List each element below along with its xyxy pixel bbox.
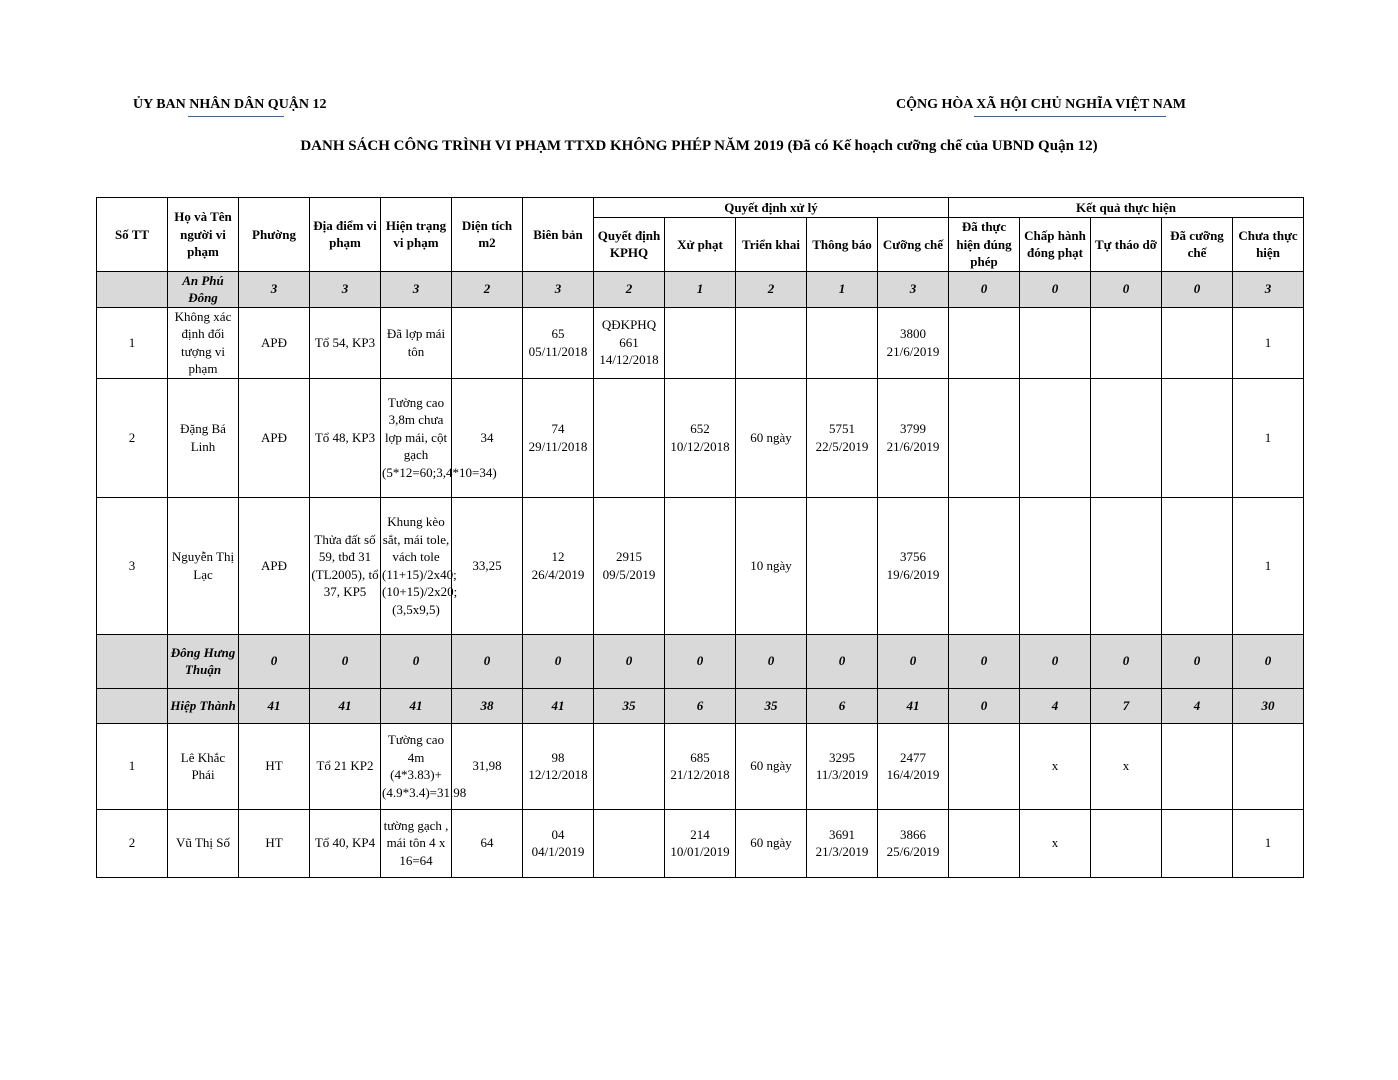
table-cell: [949, 723, 1020, 809]
table-cell: 38: [452, 688, 523, 723]
issuer-header: ỦY BAN NHÂN DÂN QUẬN 12: [133, 97, 327, 112]
col-trien-khai: Triển khai: [736, 218, 807, 272]
table-cell: 5751 22/5/2019: [807, 378, 878, 497]
table-cell: 1: [1233, 307, 1304, 378]
ward-summary-row: [97, 634, 1304, 688]
table-cell: Hiệp Thành: [168, 688, 239, 723]
table-cell: Đặng Bá Linh: [168, 378, 239, 497]
table-cell: 98 12/12/2018: [523, 723, 594, 809]
table-cell: 3: [878, 271, 949, 307]
table-cell: 34: [452, 378, 523, 497]
table-cell: 1: [1233, 497, 1304, 634]
col-dia-diem: Địa điểm vi phạm: [310, 198, 381, 272]
table-row: [97, 809, 1304, 877]
table-cell: Lê Khắc Phái: [168, 723, 239, 809]
col-qd-kphq: Quyết định KPHQ: [594, 218, 665, 272]
col-dien-tich: Diện tích m2: [452, 198, 523, 272]
table-cell: 0: [381, 634, 452, 688]
table-cell: 0: [452, 634, 523, 688]
table-cell: Tổ 21 KP2: [310, 723, 381, 809]
table-cell: 64: [452, 809, 523, 877]
table-cell: [949, 378, 1020, 497]
table-cell: 1: [807, 271, 878, 307]
table-cell: [736, 307, 807, 378]
table-cell: 33,25: [452, 497, 523, 634]
table-cell: Khung kèo sắt, mái tole, vách tole (11+15)/2x40;(10+15)/2x20;(3,5x9,5): [381, 497, 452, 634]
col-da-thuc-hien: Đã thực hiện đúng phép: [949, 218, 1020, 272]
table-cell: 0: [239, 634, 310, 688]
table-row: [97, 497, 1304, 634]
table-cell: [594, 378, 665, 497]
table-cell: 3691 21/3/2019: [807, 809, 878, 877]
table-cell: 3: [310, 271, 381, 307]
table-cell: 3800 21/6/2019: [878, 307, 949, 378]
table-cell: 7: [1091, 688, 1162, 723]
table-cell: 41: [878, 688, 949, 723]
table-cell: x: [1020, 809, 1091, 877]
table-cell: 12 26/4/2019: [523, 497, 594, 634]
table-cell: 1: [665, 271, 736, 307]
table-cell: Tường cao 4m (4*3.83)+(4.9*3.4)=31.98: [381, 723, 452, 809]
table-cell: [1162, 497, 1233, 634]
table-cell: [949, 497, 1020, 634]
col-chua-thuc-hien: Chưa thực hiện: [1233, 218, 1304, 272]
table-cell: 0: [1020, 271, 1091, 307]
table-cell: [594, 809, 665, 877]
table-cell: 1: [97, 723, 168, 809]
table-cell: HT: [239, 809, 310, 877]
table-row: [97, 307, 1304, 378]
table-cell: 0: [1091, 634, 1162, 688]
col-chap-hanh: Chấp hành đóng phạt: [1020, 218, 1091, 272]
col-ho-ten: Họ và Tên người vi phạm: [168, 198, 239, 272]
table-cell: 04 04/1/2019: [523, 809, 594, 877]
table-cell: 60 ngày: [736, 809, 807, 877]
table-cell: 3: [523, 271, 594, 307]
table-header: [97, 198, 1304, 272]
table-cell: 30: [1233, 688, 1304, 723]
table-cell: 2: [97, 809, 168, 877]
violations-table: [96, 197, 1304, 878]
table-cell: [807, 307, 878, 378]
table-cell: [1091, 378, 1162, 497]
table-cell: [97, 688, 168, 723]
table-cell: 0: [1233, 634, 1304, 688]
table-cell: 74 29/11/2018: [523, 378, 594, 497]
col-hien-trang: Hiện trạng vi phạm: [381, 198, 452, 272]
table-cell: 0: [1162, 271, 1233, 307]
table-cell: 6: [807, 688, 878, 723]
table-cell: 2: [452, 271, 523, 307]
table-cell: [665, 307, 736, 378]
table-cell: 0: [1020, 634, 1091, 688]
col-da-cuong-che: Đã cưỡng chế: [1162, 218, 1233, 272]
col-bien-ban: Biên bản: [523, 198, 594, 272]
table-cell: 3866 25/6/2019: [878, 809, 949, 877]
table-cell: 3756 19/6/2019: [878, 497, 949, 634]
table-cell: 2: [97, 378, 168, 497]
table-cell: An Phú Đông: [168, 271, 239, 307]
document-title: DANH SÁCH CÔNG TRÌNH VI PHẠM TTXD KHÔNG PHÉP NĂM 2019 (Đã có Kế hoạch cưỡng chế của UBND Quận 12): [300, 138, 1098, 154]
table-cell: [594, 723, 665, 809]
table-cell: [1020, 497, 1091, 634]
table-cell: 3: [1233, 271, 1304, 307]
table-cell: 60 ngày: [736, 378, 807, 497]
table-cell: [1091, 809, 1162, 877]
table-cell: 1: [1233, 809, 1304, 877]
table-cell: 4: [1020, 688, 1091, 723]
table-cell: 685 21/12/2018: [665, 723, 736, 809]
table-cell: Tổ 48, KP3: [310, 378, 381, 497]
table-cell: [1162, 307, 1233, 378]
table-cell: Đã lợp mái tôn: [381, 307, 452, 378]
table-cell: Vũ Thị Số: [168, 809, 239, 877]
table-cell: 0: [594, 634, 665, 688]
table-cell: [807, 497, 878, 634]
table-cell: Tổ 40, KP4: [310, 809, 381, 877]
table-cell: 0: [665, 634, 736, 688]
table-cell: Nguyễn Thị Lạc: [168, 497, 239, 634]
table-cell: x: [1020, 723, 1091, 809]
table-cell: 65 05/11/2018: [523, 307, 594, 378]
table-cell: Thửa đất số 59, tbđ 31 (TL2005), tổ 37, KP5: [310, 497, 381, 634]
col-tu-thao: Tự tháo dỡ: [1091, 218, 1162, 272]
group-quyet-dinh: Quyết định xử lý: [594, 198, 949, 218]
table-cell: x: [1091, 723, 1162, 809]
table-cell: 2: [594, 271, 665, 307]
ward-summary-row: [97, 688, 1304, 723]
table-cell: 0: [1091, 271, 1162, 307]
table-cell: 4: [1162, 688, 1233, 723]
table-cell: [1091, 307, 1162, 378]
issuer-underline: [188, 116, 284, 117]
table-cell: 60 ngày: [736, 723, 807, 809]
table-cell: 2: [736, 271, 807, 307]
table-cell: 0: [949, 271, 1020, 307]
table-cell: 0: [949, 688, 1020, 723]
table-cell: APĐ: [239, 378, 310, 497]
table-cell: tường gạch , mái tôn 4 x 16=64: [381, 809, 452, 877]
table-cell: Tổ 54, KP3: [310, 307, 381, 378]
table-cell: [1020, 378, 1091, 497]
table-cell: 41: [310, 688, 381, 723]
table-cell: 10 ngày: [736, 497, 807, 634]
table-cell: 41: [381, 688, 452, 723]
table-cell: 41: [239, 688, 310, 723]
table-cell: [97, 271, 168, 307]
ward-summary-row: [97, 271, 1304, 307]
table-cell: [949, 307, 1020, 378]
table-cell: 35: [736, 688, 807, 723]
table-cell: 0: [523, 634, 594, 688]
col-phuong: Phường: [239, 198, 310, 272]
table-cell: 3799 21/6/2019: [878, 378, 949, 497]
table-cell: APĐ: [239, 307, 310, 378]
table-cell: [1162, 723, 1233, 809]
table-cell: Không xác định đối tượng vi phạm: [168, 307, 239, 378]
table-cell: 0: [878, 634, 949, 688]
table-cell: 3: [239, 271, 310, 307]
col-thong-bao: Thông báo: [807, 218, 878, 272]
table-cell: 2477 16/4/2019: [878, 723, 949, 809]
group-ket-qua: Kết quả thực hiện: [949, 198, 1304, 218]
table-cell: 0: [949, 634, 1020, 688]
table-cell: 41: [523, 688, 594, 723]
table-cell: [1020, 307, 1091, 378]
table-cell: 1: [97, 307, 168, 378]
table-cell: [1091, 497, 1162, 634]
table-cell: [1162, 378, 1233, 497]
col-so-tt: Số TT: [97, 198, 168, 272]
table-cell: 0: [1162, 634, 1233, 688]
table-cell: 31,98: [452, 723, 523, 809]
table-cell: 1: [1233, 378, 1304, 497]
table-cell: 652 10/12/2018: [665, 378, 736, 497]
table-cell: [665, 497, 736, 634]
table-cell: 3: [97, 497, 168, 634]
table-row: [97, 378, 1304, 497]
table-body: [97, 271, 1304, 877]
table-cell: [949, 809, 1020, 877]
col-cuong-che: Cưỡng chế: [878, 218, 949, 272]
table-cell: 6: [665, 688, 736, 723]
table-cell: Tường cao 3,8m chưa lợp mái, cột gạch (5*12=60;3,4*10=34): [381, 378, 452, 497]
col-xu-phat: Xử phạt: [665, 218, 736, 272]
table-cell: 0: [807, 634, 878, 688]
table-cell: 3: [381, 271, 452, 307]
country-underline: [974, 116, 1166, 117]
table-cell: [1233, 723, 1304, 809]
table-cell: [1162, 809, 1233, 877]
table-cell: 0: [310, 634, 381, 688]
table-row: [97, 723, 1304, 809]
table-cell: 2915 09/5/2019: [594, 497, 665, 634]
table-cell: QĐKPHQ 661 14/12/2018: [594, 307, 665, 378]
table-cell: 0: [736, 634, 807, 688]
table-cell: [97, 634, 168, 688]
table-cell: [452, 307, 523, 378]
table-cell: APĐ: [239, 497, 310, 634]
table-cell: HT: [239, 723, 310, 809]
table-cell: 3295 11/3/2019: [807, 723, 878, 809]
table-cell: 35: [594, 688, 665, 723]
table-cell: 214 10/01/2019: [665, 809, 736, 877]
country-header: CỘNG HÒA XÃ HỘI CHỦ NGHĨA VIỆT NAM: [896, 97, 1187, 112]
table-cell: Đông Hưng Thuận: [168, 634, 239, 688]
